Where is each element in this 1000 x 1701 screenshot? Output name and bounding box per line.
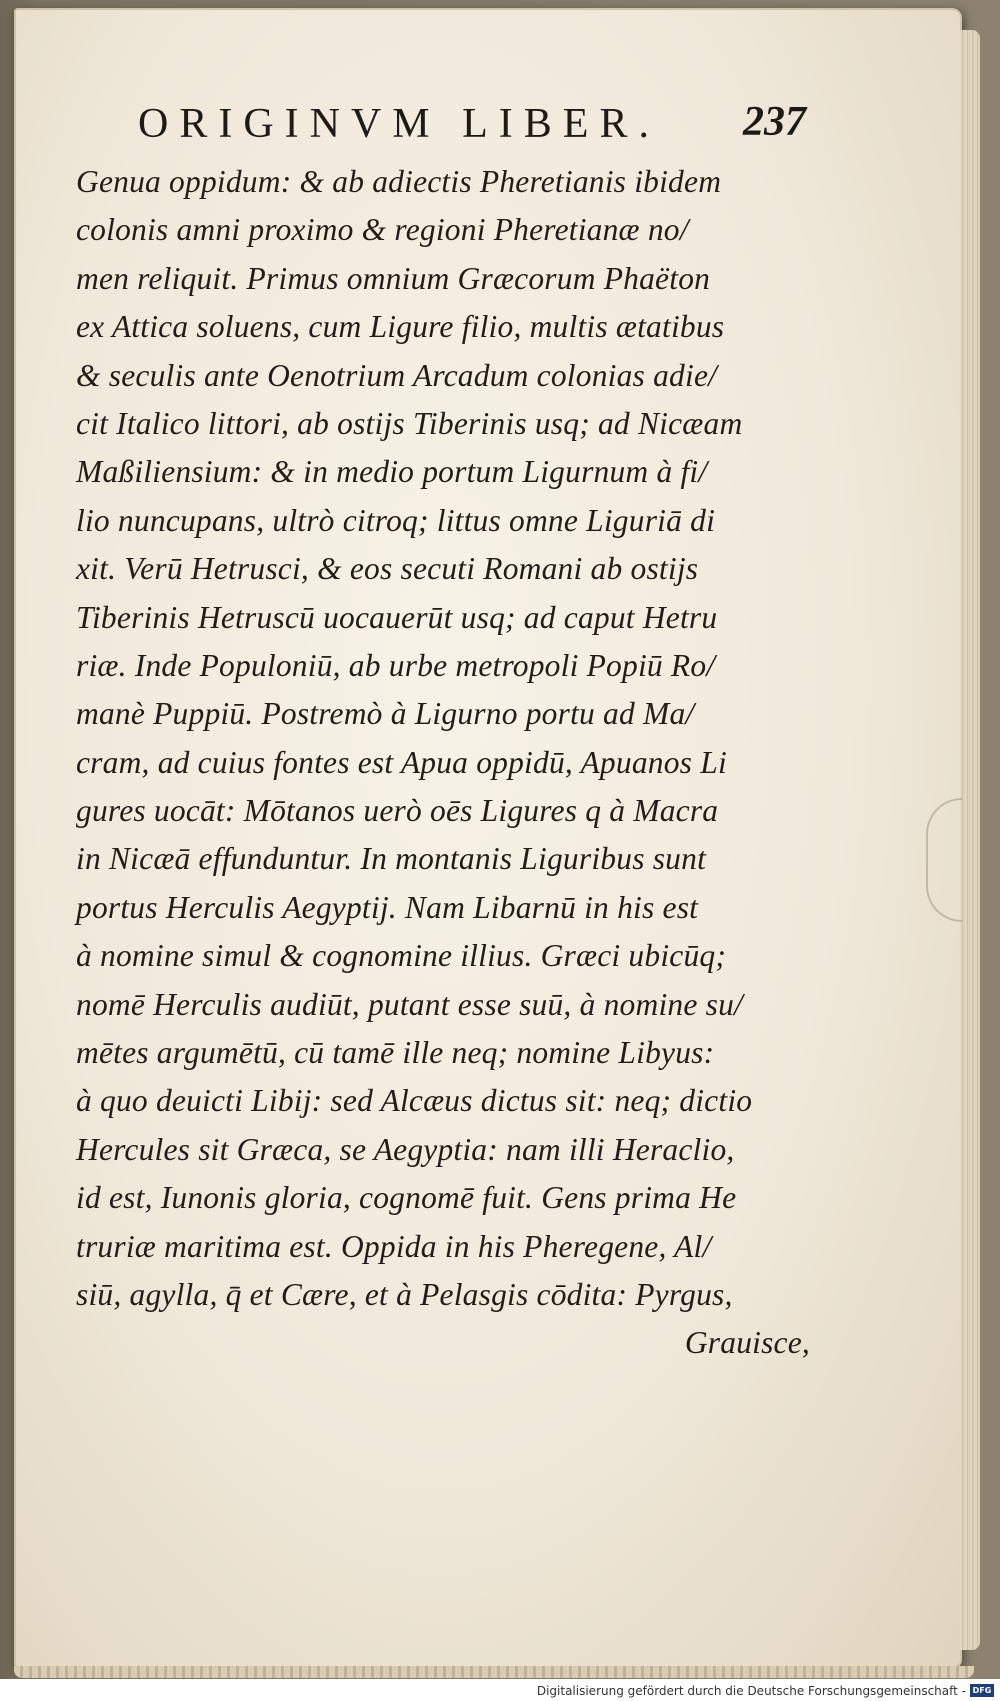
text-line: id est, Iunonis gloria, cognomē fuit. Gens prima He [76, 1180, 737, 1216]
text-line: men reliquit. Primus omnium Græcorum Phaëton [76, 260, 711, 296]
text-line: colonis amni proximo & regioni Pheretianæ no/ [76, 212, 689, 248]
text-line: cram, ad cuius fontes est Apua oppidū, Apuanos Li [76, 744, 727, 780]
running-head: ORIGINVM LIBER. [138, 101, 660, 147]
text-line: & seculis ante Oenotrium Arcadum colonias adie/ [76, 357, 718, 393]
text-line: lio nuncupans, ultrò citroq; littus omne Liguriā di [76, 502, 716, 538]
text-line: Genua oppidum: & ab adiectis Pheretianis ibidem [76, 164, 722, 199]
catchword: Grauisce, [684, 1325, 810, 1361]
text-line: in Nicæā effunduntur. In montanis Liguribus sunt [76, 841, 707, 877]
text-line: Maßiliensium: & in medio portum Ligurnum à fi/ [76, 454, 708, 490]
text-line: ex Attica soluens, cum Ligure filio, multis ætatibus [76, 309, 725, 345]
text-line: siū, agylla, q̄ et Cære, et à Pelasgis cōdita: Pyrgus, [76, 1276, 733, 1312]
text-line: Hercules sit Græca, se Aegyptia: nam illi Heraclio, [76, 1131, 735, 1167]
credit-bar [0, 1679, 1000, 1701]
digitization-credit: Digitalisierung gefördert durch die Deutsche Forschungsgemeinschaft - [536, 1684, 966, 1698]
body-text [76, 158, 816, 1368]
text-line: Tiberinis Hetruscū uocauerūt usq; ad caput Hetru [76, 599, 718, 635]
text-line: xit. Verū Hetrusci, & eos secuti Romani ab ostijs [76, 551, 699, 587]
dfg-logo-icon: DFG [970, 1684, 994, 1697]
page-number: 237 [743, 99, 806, 145]
text-line: à quo deuicti Libij: sed Alcæus dictus sit: neq; dictio [76, 1083, 753, 1119]
text-line: nomē Herculis audiūt, putant esse suū, à nomine su/ [76, 986, 743, 1022]
text-line: mētes argumētū, cū tamē ille neq; nomine Libyus: [76, 1035, 715, 1071]
page-header [126, 94, 806, 154]
text-line: cit Italico littori, ab ostijs Tiberinis usq; ad Nicæam [76, 405, 743, 441]
page-edge-tab [926, 798, 962, 922]
text-line: manè Puppiū. Postremò à Ligurno portu ad Ma/ [76, 696, 695, 732]
text-line: à nomine simul & cognomine illius. Græci ubicūq; [76, 938, 727, 974]
book-page [14, 8, 962, 1668]
text-line: truriæ maritima est. Oppida in his Pheregene, Al/ [76, 1228, 712, 1264]
text-line: riæ. Inde Populoniū, ab urbe metropoli Popiū Ro/ [76, 647, 716, 683]
text-line: gures uocāt: Mōtanos uerò oēs Ligures q à Macra [76, 793, 719, 829]
text-line: portus Herculis Aegyptij. Nam Libarnū in his est [76, 889, 699, 925]
